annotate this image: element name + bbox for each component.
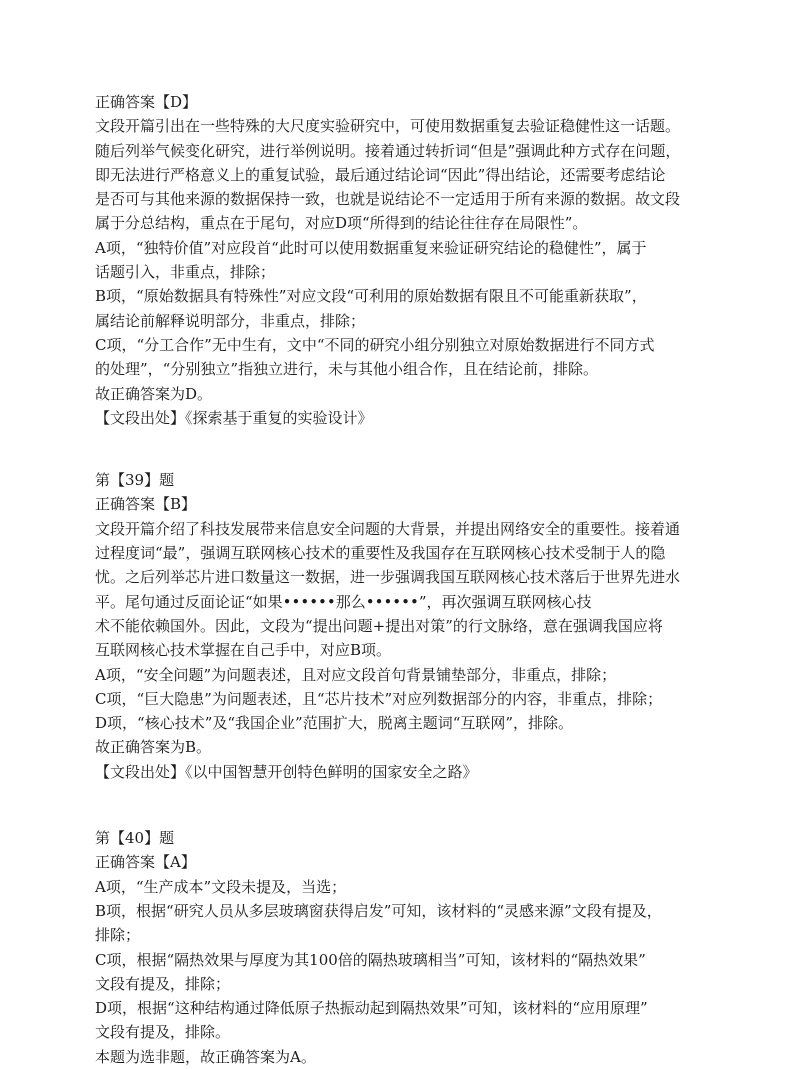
option-a-line: A项，“安全问题”为问题表述，且对应文段首句背景铺垫部分，非重点，排除； [95,665,617,684]
question-number: 第【40】题 [95,829,175,848]
question-number: 第【39】题 [95,471,175,490]
option-c-line: C项，根据“隔热效果与厚度为其100倍的隔热玻璃相当”可知，该材料的“隔热效果” [95,950,646,969]
option-d-line: D项，“核心技术”及“我国企业”范围扩大，脱离主题词“互联网”，排除。 [95,714,574,733]
option-a-line: A项，“独特价值”对应段首“此时可以使用数据重复来验证研究结论的稳健性”，属于 [95,238,647,257]
final-answer: 故正确答案为D。 [95,384,213,403]
analysis-line: 忧。之后列举芯片进口数量这一数据，进一步强调我国互联网核心技术落后于世界先进水 [95,568,681,587]
option-d-line: 文段有提及，排除。 [95,1023,231,1042]
option-b-line: 排除； [95,926,141,945]
option-d-line: D项，根据“这种结构通过降低原子热振动起到隔热效果”可知，该材料的“应用原理” [95,999,648,1018]
document-page [95,90,735,1069]
option-a-line: A项，“生产成本”文段未提及，当选； [95,877,347,896]
analysis-line: 文段开篇引出在一些特殊的大尺度实验研究中，可使用数据重复去验证稳健性这一话题。 [95,117,681,136]
section-q38 [95,90,735,430]
source-citation: 【文段出处】《以中国智慧开创特色鲜明的国家安全之路》 [95,762,478,781]
section-q40 [95,826,735,1069]
final-answer: 本题为选非题，故正确答案为A。 [95,1047,316,1066]
option-c-line: 的处理”，“分别独立”指独立进行，未与其他小组合作，且在结论前，排除。 [95,360,599,379]
analysis-line: 平。尾句通过反面论证“如果••••••那么••••••”，再次强调互联网核心技 [95,592,592,611]
analysis-line: 即无法进行严格意义上的重复试验，最后通过结论词“因此”得出结论，还需要考虑结论 [95,165,666,184]
analysis-line: 是否可与其他来源的数据保持一致，也就是说结论不一定适用于所有来源的数据。故文段 [95,190,681,209]
answer-label: 正确答案【B】 [95,495,197,514]
option-b-line: 属结论前解释说明部分，非重点，排除； [95,311,366,330]
final-answer: 故正确答案为B。 [95,738,212,757]
section-q39 [95,468,735,784]
option-a-line: 话题引入，非重点，排除； [95,263,276,282]
analysis-line: 文段开篇介绍了科技发展带来信息安全问题的大背景，并提出网络安全的重要性。接着通 [95,519,681,538]
analysis-line: 术不能依赖国外。因此，文段为“提出问题+提出对策”的行文脉络，意在强调我国应将 [95,616,663,635]
analysis-line: 互联网核心技术掌握在自己手中，对应B项。 [95,641,392,660]
option-c-line: 文段有提及，排除； [95,974,231,993]
answer-label: 正确答案【D】 [95,93,198,111]
analysis-line: 随后列举气候变化研究，进行举例说明。接着通过转折词“但是”强调此种方式存在问题， [95,141,681,160]
analysis-line: 过程度词“最”，强调互联网核心技术的重要性及我国存在互联网核心技术受制于人的隐 [95,544,666,563]
option-b-line: B项，根据“研究人员从多层玻璃窗获得启发”可知，该材料的“灵感来源”文段有提及， [95,901,662,920]
analysis-line: 属于分总结构，重点在于尾句，对应D项“所得到的结论往往存在局限性”。 [95,214,588,233]
option-c-line: C项，“巨大隐患”为问题表述，且“芯片技术”对应列数据部分的内容，非重点，排除； [95,689,663,708]
option-c-line: C项，“分工合作”无中生有，文中“不同的研究小组分别独立对原始数据进行不同方式 [95,335,655,354]
option-b-line: B项，“原始数据具有特殊性”对应文段“可利用的原始数据有限且不可能重新获取”， [95,287,647,306]
answer-label: 正确答案【A】 [95,853,196,872]
source-citation: 【文段出处】《探索基于重复的实验设计》 [95,408,373,427]
